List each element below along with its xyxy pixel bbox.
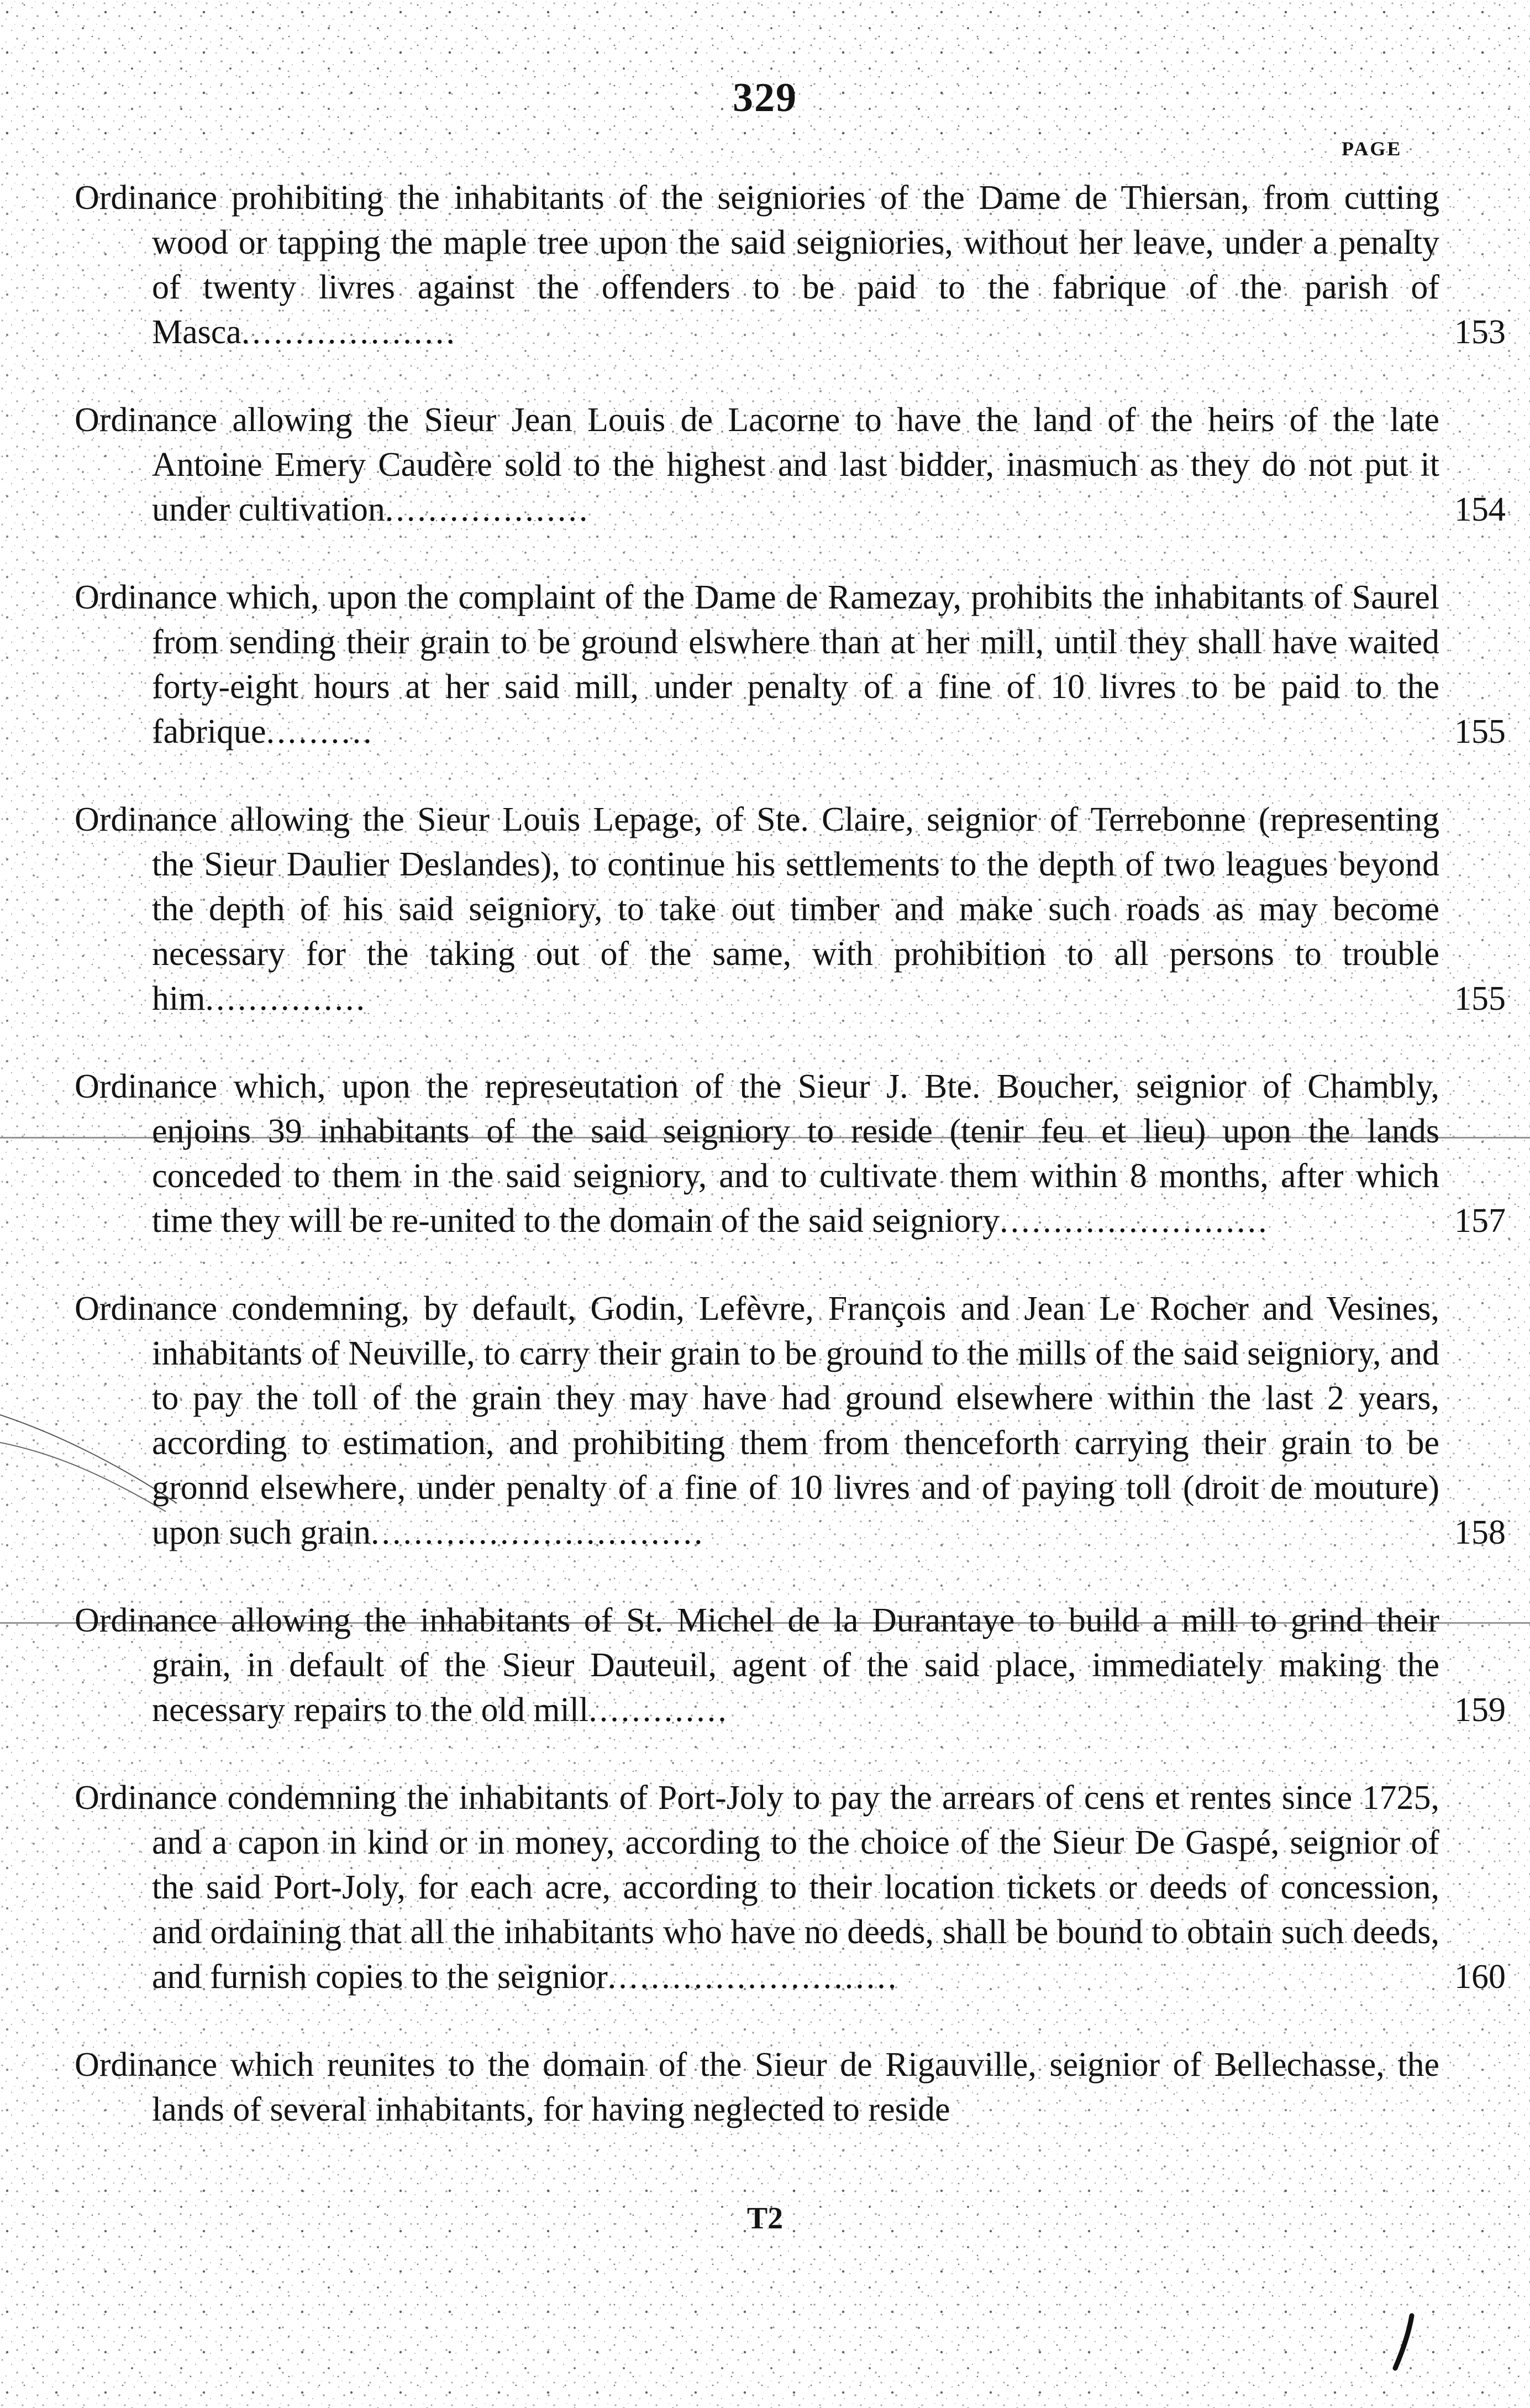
ordinance-entry [75, 1776, 1506, 2000]
ordinance-text: Ordinance allowing the inhabitants of St. Michel de la Durantaye to build a mill to grind their grain, in default of the Sieur Dauteuil, agent of the said place, immediately making the necessary repairs to the old mill [75, 1602, 1439, 1729]
ordinance-entry [75, 575, 1506, 754]
page-reference: 159 [1454, 1691, 1506, 1729]
page-reference: 158 [1454, 1514, 1506, 1551]
ordinance-text: Ordinance prohibiting the inhabitants of the seigniories of the Dame de Thiersan, from cutting wood or tapping the maple tree upon the said seigniories, without her leave, under a penalty of twenty livres against the offenders to be paid to the fabrique of the parish of Masca [75, 179, 1439, 351]
leader-dots: ............. [588, 1691, 729, 1729]
ordinance-text: Ordinance which, upon the represeutation of the Sieur J. Bte. Boucher, seignior of Chambly, enjoins 39 inhabitants of the said seigniory to reside (tenir feu et lieu) upon the lands conceded to them in the said seigniory, and to cultivate them within 8 months, after which time they will be re-united to the domain of the said seigniory [75, 1068, 1439, 1240]
leader-dots: ........................... [607, 1958, 899, 1996]
page-reference: 153 [1454, 313, 1506, 351]
page-reference: 160 [1454, 1958, 1506, 1996]
ordinance-text: Ordinance allowing the Sieur Louis Lepage, of Ste. Claire, seignior of Terrebonne (representing the Sieur Daulier Deslandes), to continue his settlements to the depth of two leagues beyond the depth of his said seigniory, to take out timber and make such roads as may become necessary for the taking out of the same, with prohibition to all persons to trouble him [75, 801, 1439, 1017]
ordinance-text: Ordinance allowing the Sieur Jean Louis de Lacorne to have the land of the heirs of the late Antoine Emery Caudère sold to the highest and last bidder, inasmuch as they do not put it under cultivation [75, 401, 1439, 528]
ordinance-entry [75, 1287, 1506, 1555]
ordinance-entry [75, 1598, 1506, 1733]
leader-dots: ............................... [371, 1514, 705, 1551]
leader-dots: .................... [241, 313, 457, 351]
ordinance-entry [75, 176, 1506, 355]
ordinance-entry [75, 398, 1506, 532]
leader-dots: ......................... [1000, 1202, 1269, 1240]
leader-dots: ............... [205, 980, 367, 1017]
page-reference: 154 [1454, 491, 1506, 528]
page-reference: 157 [1454, 1202, 1506, 1240]
signature-mark: T2 [746, 2201, 784, 2236]
page-column-label: PAGE [1342, 138, 1402, 160]
ordinance-text: Ordinance condemning, by default, Godin, Lefèvre, François and Jean Le Rocher and Vesines, inhabitants of Neuville, to carry their grain to be ground to the mills of the said seigniory, and to pay the toll of the grain they may have had ground elsewhere within the last 2 years, according to estimation, and prohibiting them from thenceforth carrying their grain to be gronnd elsewhere, under penalty of a fine of 10 livres and of paying toll (droit de mouture) upon such grain [75, 1290, 1439, 1551]
ordinance-text: Ordinance which reunites to the domain of the Sieur de Rigauville, seignior of Bellechasse, the lands of several inhabitants, for having neglected to reside [75, 2046, 1439, 2128]
ordinance-list [75, 176, 1506, 2132]
ordinance-text: Ordinance which, upon the complaint of the Dame de Ramezay, prohibits the inhabitants of Saurel from sending their grain to be ground elswhere than at her mill, until they shall have waited forty-eight hours at her said mill, under penalty of a fine of 10 livres to be paid to the fabrique [75, 579, 1439, 751]
page-reference: 155 [1454, 713, 1506, 751]
leader-dots: ................... [385, 491, 590, 528]
page-number: 329 [733, 75, 797, 120]
ordinance-entry [75, 1064, 1506, 1244]
leader-dots: .......... [266, 713, 374, 751]
ordinance-entry [75, 2043, 1439, 2132]
ordinance-text: Ordinance condemning the inhabitants of Port-Joly to pay the arrears of cens et rentes since 1725, and a capon in kind or in money, according to the choice of the Sieur De Gaspé, seignior of the said Port-Joly, for each acre, according to their location tickets or deeds of concession, and ordaining that all the inhabitants who have no deeds, shall be bound to obtain such deeds, and furnish copies to the seignior [75, 1779, 1439, 1996]
ordinance-entry [75, 798, 1506, 1021]
page-reference: 155 [1454, 980, 1506, 1017]
